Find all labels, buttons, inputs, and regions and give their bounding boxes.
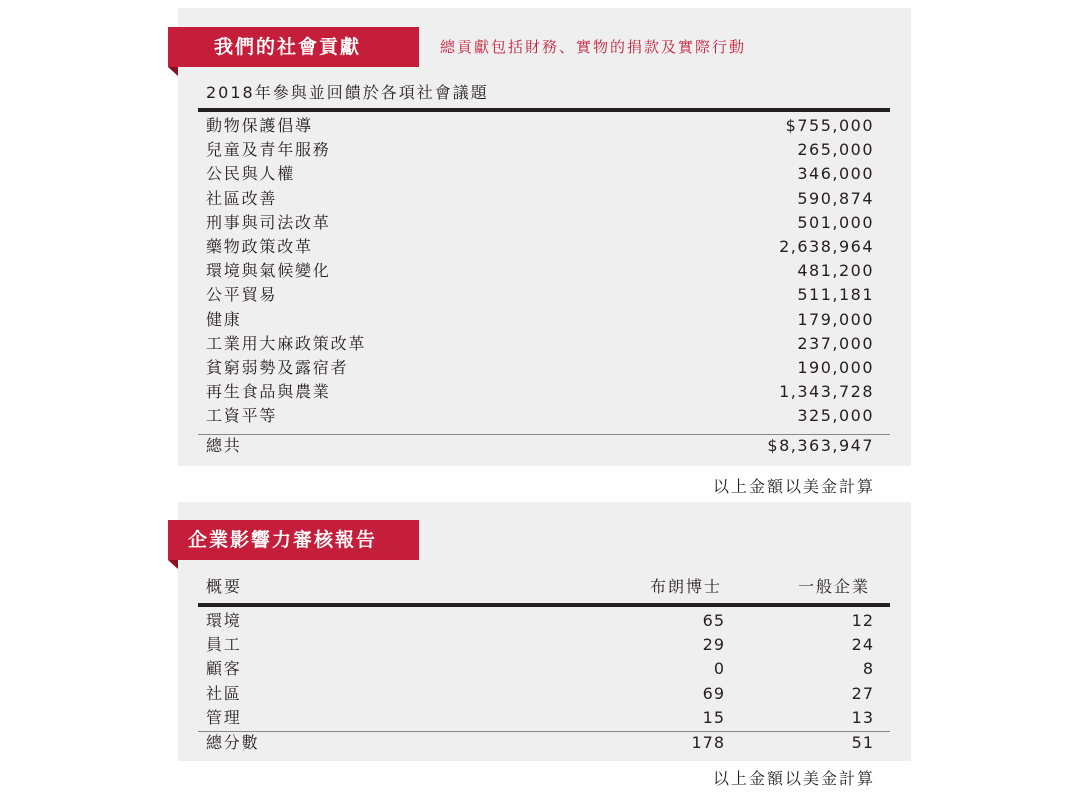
- contributions-subtitle: 總貢獻包括財務、實物的捐款及實際行動: [440, 38, 747, 56]
- contribution-amount: $755,000: [785, 116, 874, 135]
- contribution-label: 公民與人權: [206, 164, 296, 184]
- contribution-amount: 481,200: [797, 261, 874, 281]
- contribution-row: [206, 259, 874, 283]
- audit-total-label: 總分數: [206, 733, 260, 752]
- audit-currency-note: 以上金額以美金計算: [712, 769, 875, 788]
- contribution-label: 貧窮弱勢及露宿者: [206, 358, 349, 377]
- contribution-label: 公平貿易: [206, 285, 278, 305]
- audit-label: 環境: [206, 611, 242, 630]
- contribution-label: 藥物政策改革: [206, 237, 313, 256]
- contribution-amount: 237,000: [797, 333, 874, 353]
- audit-title: 企業影響力審核報告: [168, 520, 419, 560]
- contribution-row: [206, 187, 874, 211]
- total-label: 總共: [206, 436, 242, 455]
- audit-total-v1: 178: [691, 733, 725, 752]
- contributions-title: 我們的社會貢獻: [168, 27, 419, 67]
- audit-value-general: 8: [862, 659, 874, 679]
- contribution-label: 工資平等: [206, 406, 278, 426]
- contribution-row: [206, 114, 874, 138]
- contribution-row: [206, 356, 874, 380]
- audit-value-general: 24: [851, 635, 874, 655]
- contribution-amount: 501,000: [797, 212, 874, 232]
- contribution-amount: 346,000: [797, 164, 874, 184]
- contribution-label: 健康: [206, 309, 242, 329]
- contribution-row: [206, 308, 874, 332]
- contribution-amount: 2,638,964: [779, 237, 874, 256]
- section-heading: 2018年參與並回饋於各項社會議題: [206, 83, 489, 102]
- audit-label: 管理: [206, 707, 242, 727]
- contribution-amount: 590,874: [797, 188, 874, 208]
- audit-value-brown: 0: [713, 659, 725, 679]
- audit-header-col2: 一般企業: [798, 577, 871, 596]
- contribution-label: 動物保護倡導: [206, 116, 313, 135]
- contribution-label: 工業用大麻政策改革: [206, 333, 367, 353]
- contribution-amount: 511,181: [797, 285, 874, 305]
- audit-header-category: 概要: [206, 577, 243, 596]
- total-amount: $8,363,947: [767, 436, 874, 455]
- contribution-label: 社區改善: [206, 188, 278, 208]
- contribution-row: [206, 404, 874, 428]
- table-top-rule: [198, 108, 890, 112]
- audit-label: 顧客: [206, 659, 242, 679]
- audit-total-v2: 51: [851, 733, 874, 752]
- audit-value-general: 13: [851, 707, 874, 727]
- contribution-row: [206, 332, 874, 356]
- audit-value-brown: 15: [702, 707, 725, 727]
- contribution-label: 刑事與司法改革: [206, 212, 331, 232]
- contribution-amount: 190,000: [797, 358, 874, 377]
- audit-value-brown: 69: [702, 683, 725, 703]
- audit-top-rule: [198, 603, 890, 607]
- contribution-row: [206, 380, 874, 404]
- audit-label: 社區: [206, 683, 242, 703]
- audit-row: [206, 706, 874, 730]
- contribution-row: [206, 235, 874, 259]
- audit-total-row: [206, 731, 874, 755]
- contribution-label: 再生食品與農業: [206, 382, 331, 402]
- contribution-amount: 179,000: [797, 309, 874, 329]
- audit-row: [206, 657, 874, 681]
- contribution-row: [206, 162, 874, 186]
- contribution-row: [206, 138, 874, 162]
- contribution-label: 兒童及青年服務: [206, 140, 331, 160]
- contribution-amount: 325,000: [797, 406, 874, 426]
- audit-header-col1: 布朗博士: [650, 577, 723, 596]
- contribution-label: 環境與氣候變化: [206, 261, 331, 281]
- audit-label: 員工: [206, 635, 242, 655]
- audit-row: [206, 633, 874, 657]
- contribution-row: [206, 283, 874, 307]
- audit-value-brown: 29: [702, 635, 725, 655]
- audit-value-brown: 65: [702, 611, 725, 630]
- audit-value-general: 12: [851, 611, 874, 630]
- currency-note: 以上金額以美金計算: [712, 477, 875, 496]
- audit-row: [206, 682, 874, 706]
- contribution-amount: 1,343,728: [779, 382, 874, 402]
- audit-row: [206, 609, 874, 633]
- total-row: [206, 434, 874, 458]
- audit-value-general: 27: [851, 683, 874, 703]
- contribution-amount: 265,000: [797, 140, 874, 160]
- contribution-row: [206, 211, 874, 235]
